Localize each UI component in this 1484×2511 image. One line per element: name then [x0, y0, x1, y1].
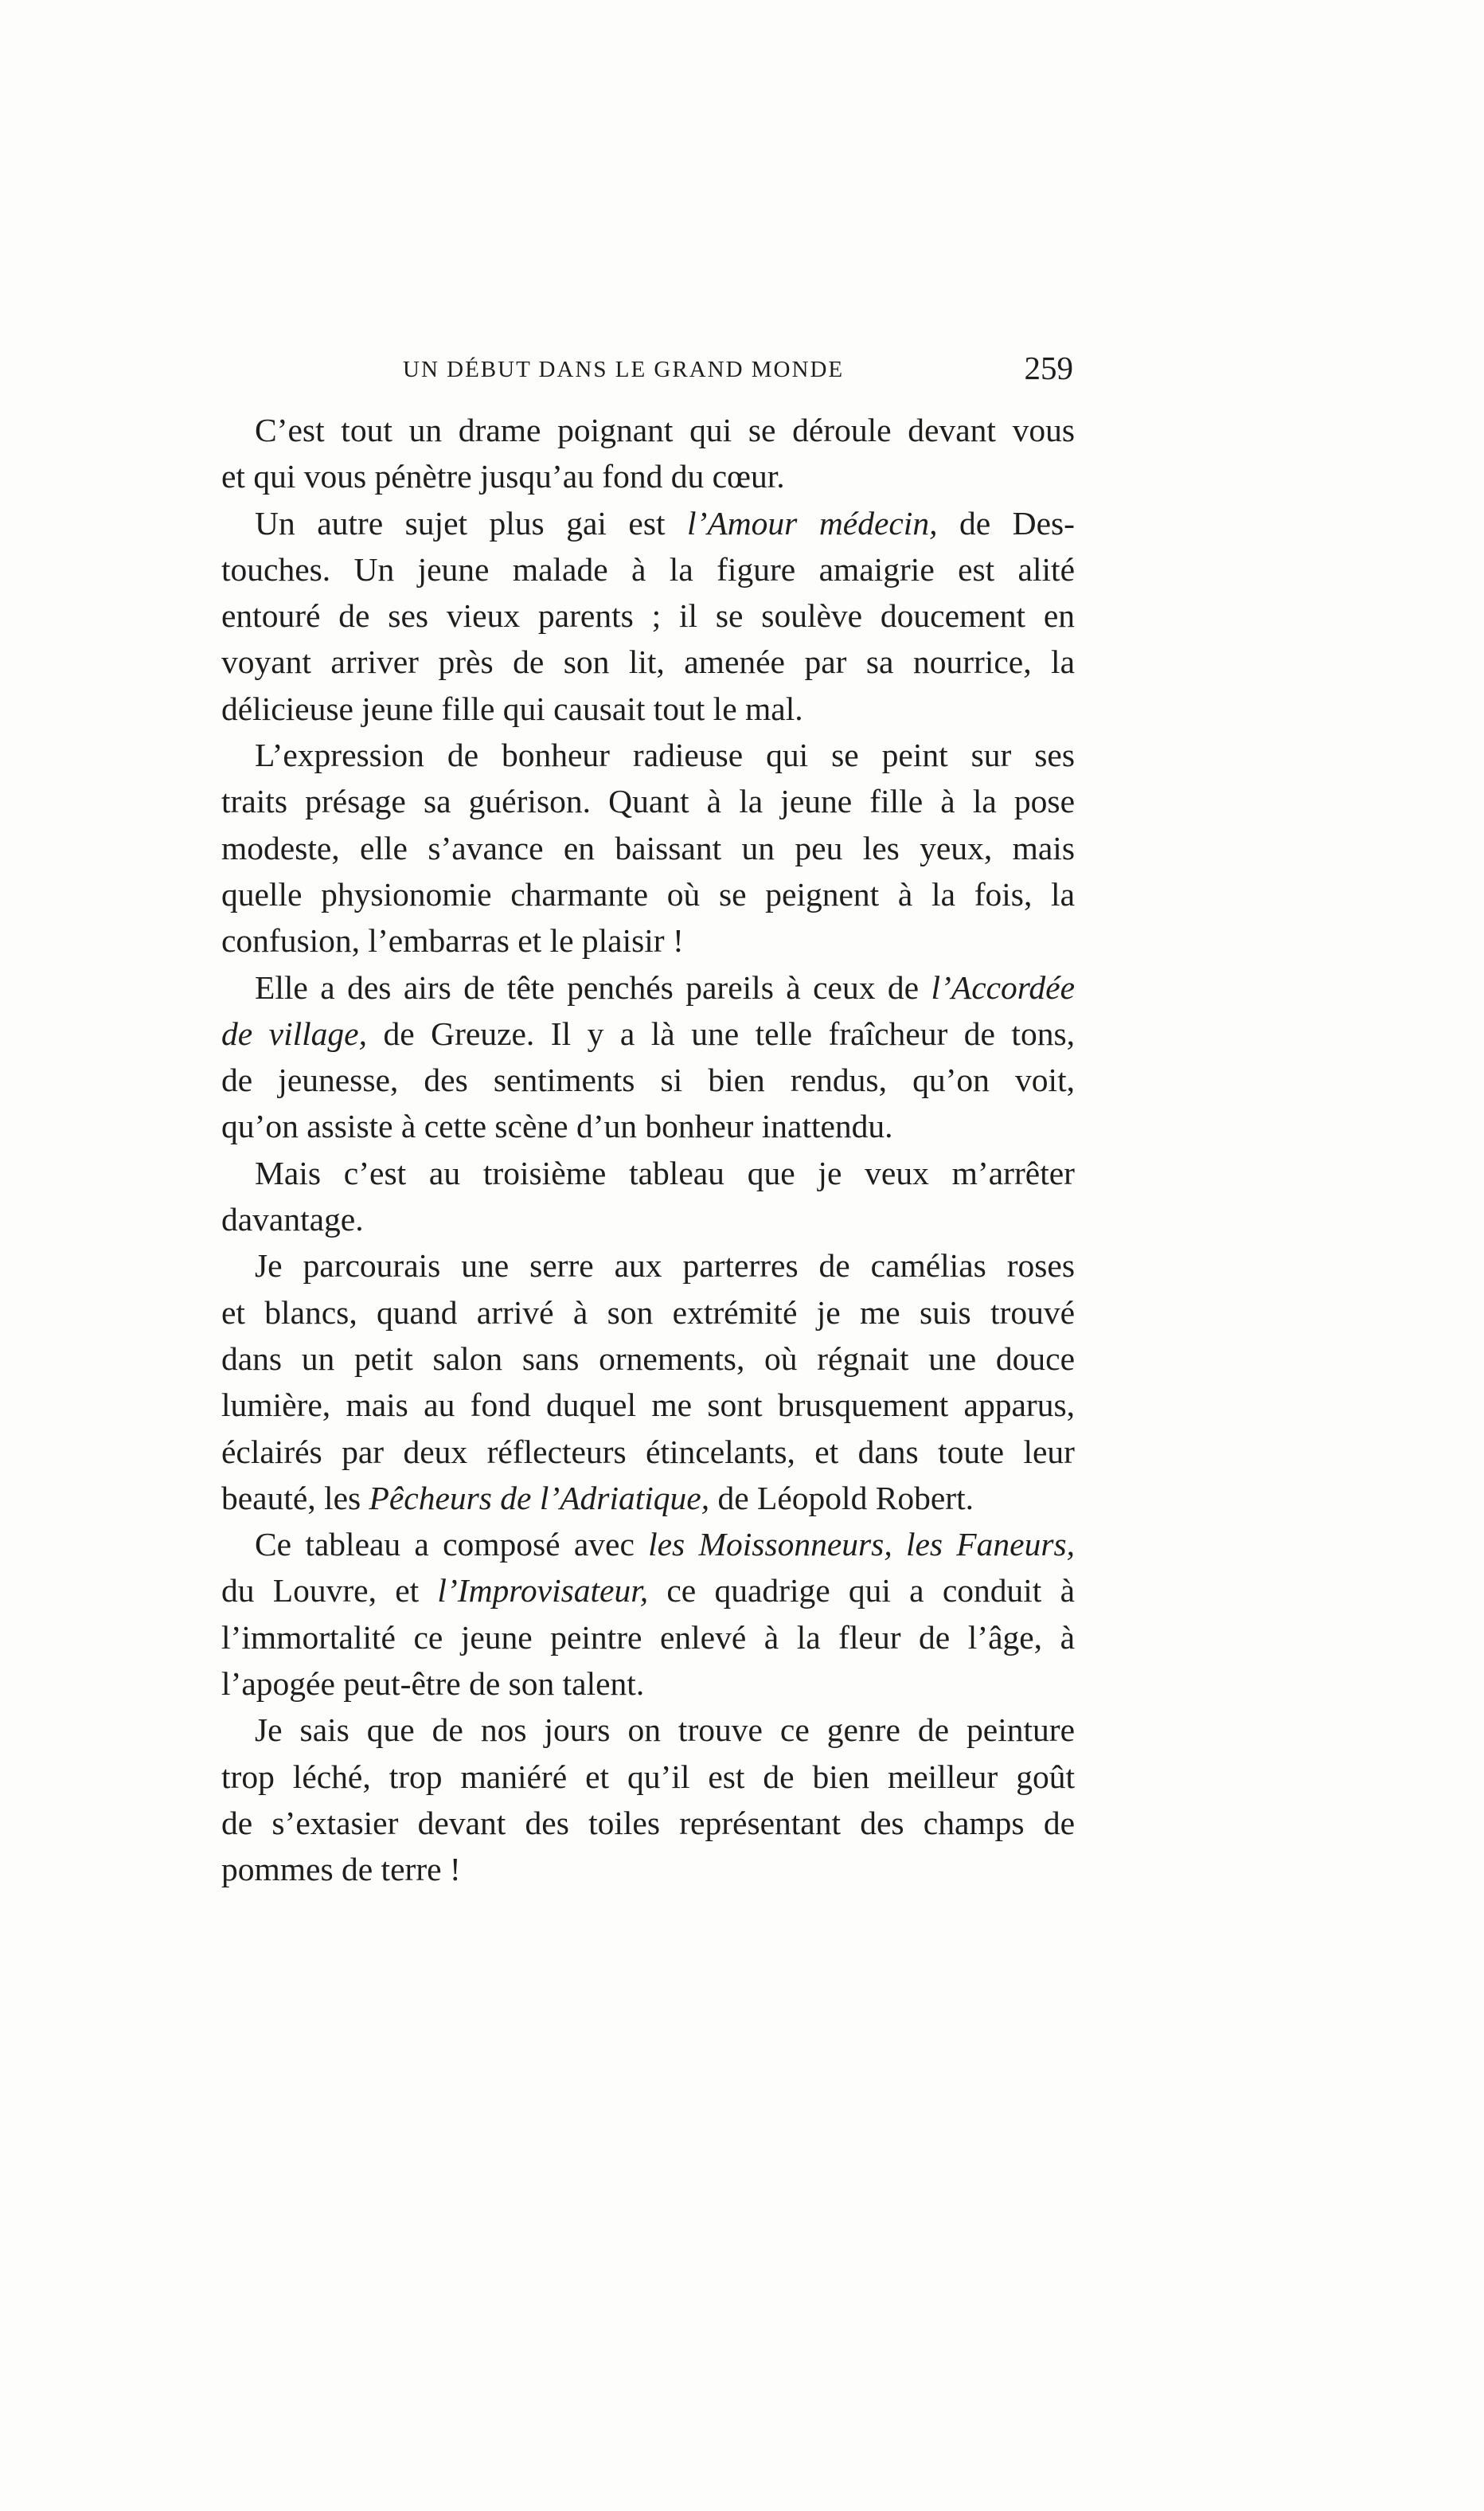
text-line	[221, 1429, 1075, 1475]
text-line	[221, 453, 1075, 499]
text-run: traits présage sa guérison. Quant à la jeune fille à la pose	[221, 783, 1075, 820]
text-run: et qui vous pénètre jusqu’au fond du cœur.	[221, 458, 785, 495]
text-run: l’immortalité ce jeune peintre enlevé à la fleur de l’âge, à	[221, 1618, 1075, 1656]
text-line	[221, 1289, 1075, 1336]
italic-title: l’Amour médecin,	[687, 504, 938, 542]
text-run: quelle physionomie charmante où se peignent à la fois, la	[221, 875, 1075, 913]
text-line	[221, 778, 1075, 824]
paragraph	[221, 1521, 1075, 1707]
text-run: du Louvre, et	[221, 1572, 438, 1609]
text-run: Je parcourais une serre aux parterres de camélias roses	[255, 1247, 1075, 1285]
text-run: de Greuze. Il y a là une telle fraîcheur de tons,	[366, 1015, 1075, 1052]
text-run: délicieuse jeune fille qui causait tout le mal.	[221, 690, 803, 727]
text-run: qu’on assiste à cette scène d’un bonheur inattendu.	[221, 1108, 893, 1145]
text-run: voyant arriver près de son lit, amenée par sa nourrice, la	[221, 643, 1075, 681]
text-line	[221, 1475, 1075, 1521]
text-line	[221, 546, 1075, 593]
text-run: Elle a des airs de tête penchés pareils à ceux de	[255, 968, 931, 1006]
text-run: l’apogée peut-être de son talent.	[221, 1665, 645, 1703]
text-run: dans un petit salon sans ornements, où régnait une douce	[221, 1340, 1075, 1377]
text-run: Ce tableau a composé avec	[255, 1526, 649, 1563]
text-line	[221, 825, 1075, 871]
text-line	[221, 1336, 1075, 1382]
text-line	[221, 407, 1075, 453]
italic-title: l’Improvisateur,	[437, 1572, 649, 1609]
text-line	[221, 1196, 1075, 1242]
text-run: beauté, les	[221, 1479, 369, 1516]
paragraph	[221, 407, 1075, 500]
text-run: Mais c’est au troisième tableau que je veux m’arrêter	[255, 1154, 1075, 1191]
text-run: éclairés par deux réflecteurs étincelants, et dans toute leur	[221, 1433, 1075, 1470]
text-run: confusion, l’embarras et le plaisir !	[221, 922, 684, 960]
text-line	[221, 1754, 1075, 1800]
text-run: ce quadrige qui a conduit à	[648, 1572, 1075, 1609]
text-line	[221, 1057, 1075, 1103]
text-line	[221, 1567, 1075, 1613]
text-run: de jeunesse, des sentiments si bien rendus, qu’on voit,	[221, 1062, 1075, 1099]
text-line	[221, 1011, 1075, 1057]
text-line	[221, 1707, 1075, 1753]
text-line	[221, 1242, 1075, 1289]
text-run: et blancs, quand arrivé à son extrémité je me suis trouvé	[221, 1293, 1075, 1331]
text-run: pommes de terre !	[221, 1851, 461, 1888]
text-run: Je sais que de nos jours on trouve ce genre de peinture	[255, 1711, 1075, 1749]
text-line	[221, 500, 1075, 546]
paragraph	[221, 1150, 1075, 1243]
text-run: de Des-	[937, 504, 1075, 542]
paragraph	[221, 500, 1075, 732]
text-line	[221, 964, 1075, 1011]
text-line	[221, 639, 1075, 685]
italic-title: de village,	[221, 1015, 367, 1052]
italic-title: les Moissonneurs, les Faneurs,	[648, 1526, 1075, 1563]
text-line	[221, 593, 1075, 639]
text-run: entouré de ses vieux parents ; il se soulève doucement en	[221, 597, 1075, 635]
text-line	[221, 1614, 1075, 1660]
text-line	[221, 686, 1075, 732]
italic-title: Pêcheurs de l’Adriatique,	[369, 1479, 710, 1516]
text-run: modeste, elle s’avance en baissant un peu les yeux, mais	[221, 829, 1075, 866]
paragraph	[221, 732, 1075, 964]
text-run: Un autre sujet plus gai est	[255, 504, 687, 542]
text-run: C’est tout un drame poignant qui se déroule devant vous	[255, 412, 1075, 448]
text-line	[221, 871, 1075, 917]
italic-title: l’Accordée	[931, 968, 1075, 1006]
text-line	[221, 1521, 1075, 1567]
text-line	[221, 1103, 1075, 1149]
text-run: lumière, mais au fond duquel me sont brusquement apparus,	[221, 1387, 1075, 1424]
page-header	[221, 342, 1075, 398]
paragraph	[221, 1242, 1075, 1521]
text-line	[221, 1800, 1075, 1846]
paragraph	[221, 964, 1075, 1150]
text-line	[221, 732, 1075, 778]
text-line	[221, 1150, 1075, 1196]
text-line	[221, 1846, 1075, 1892]
text-line	[221, 1382, 1075, 1428]
text-run: trop léché, trop maniéré et qu’il est de bien meilleur goût	[221, 1758, 1075, 1795]
text-line	[221, 1660, 1075, 1707]
text-run: L’expression de bonheur radieuse qui se peint sur ses	[255, 737, 1075, 774]
page-number: 259	[1024, 350, 1073, 386]
text-run: de s’extasier devant des toiles représentant des champs de	[221, 1804, 1075, 1841]
text-run: de Léopold Robert.	[709, 1479, 974, 1516]
paragraph	[221, 1707, 1075, 1892]
body-text	[221, 407, 1075, 1893]
running-title: UN DÉBUT DANS LE GRAND MONDE	[403, 357, 845, 382]
text-line	[221, 917, 1075, 964]
text-run: touches. Un jeune malade à la figure amaigrie est alité	[221, 550, 1075, 588]
text-run: davantage.	[221, 1201, 364, 1238]
